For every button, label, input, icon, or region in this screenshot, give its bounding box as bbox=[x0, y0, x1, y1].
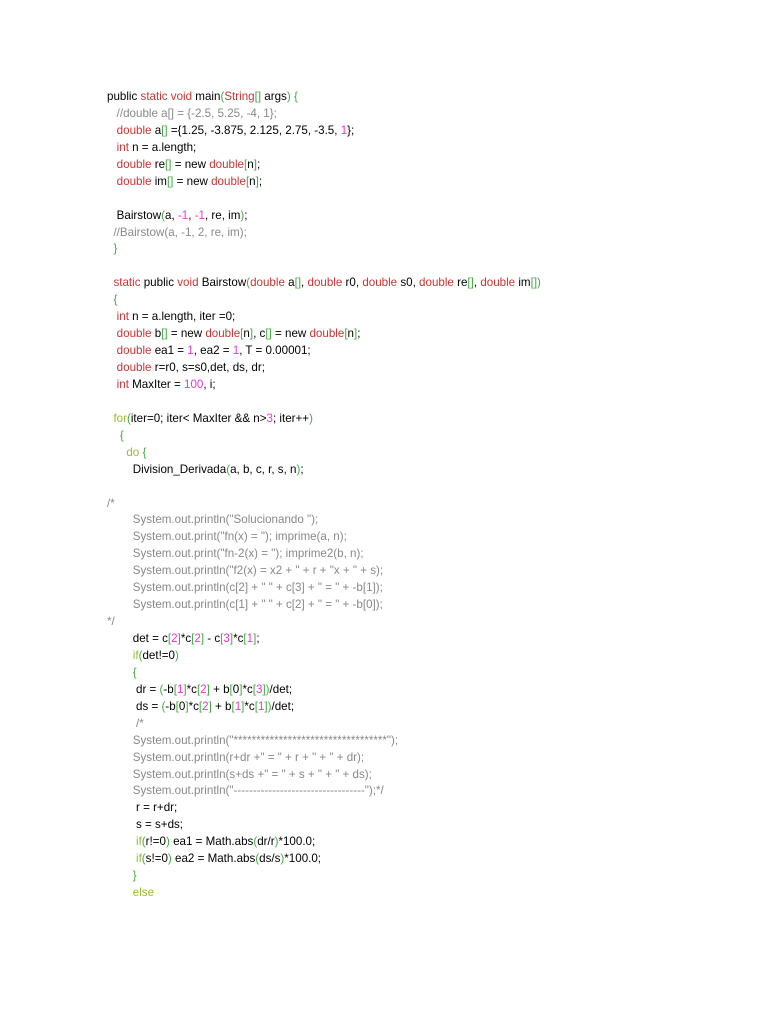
code-token: double bbox=[250, 276, 289, 290]
code-token: [] bbox=[161, 123, 168, 137]
code-token: det = c bbox=[107, 632, 168, 645]
code-token: if bbox=[107, 835, 142, 849]
code-token: ) bbox=[309, 411, 313, 425]
code-token: , ea2 = bbox=[193, 344, 233, 358]
code-line bbox=[107, 496, 541, 513]
code-token: , c bbox=[253, 327, 266, 341]
code-token: //double a[] = {-2.5, 5.25, -4, 1}; bbox=[107, 106, 277, 120]
code-token: } bbox=[107, 869, 137, 883]
code-token: 1 bbox=[234, 699, 242, 713]
code-token: } bbox=[107, 242, 118, 256]
code-token: -b bbox=[165, 699, 176, 713]
code-token: 1 bbox=[340, 123, 348, 137]
code-token: }; bbox=[347, 123, 355, 137]
code-token: s = s+ds; bbox=[107, 818, 184, 832]
code-token: a bbox=[288, 276, 295, 290]
code-token: re bbox=[154, 157, 166, 171]
code-token: double bbox=[480, 276, 519, 290]
code-token: double bbox=[116, 123, 155, 137]
code-token: im bbox=[154, 174, 167, 188]
code-token: *c bbox=[186, 682, 197, 696]
code-listing bbox=[107, 89, 541, 902]
code-token: *100.0; bbox=[284, 852, 322, 866]
code-line bbox=[107, 275, 541, 292]
code-token: Division_Derivada bbox=[107, 462, 227, 476]
code-token: r = r+dr; bbox=[107, 801, 178, 815]
code-token: int bbox=[116, 377, 129, 391]
code-token: *c bbox=[242, 682, 253, 696]
code-token: System.out.println("Solucionando "); bbox=[107, 513, 319, 527]
code-token: ] bbox=[200, 632, 205, 645]
code-token: [ bbox=[173, 682, 177, 696]
code-token: [] bbox=[165, 157, 172, 171]
code-token: else bbox=[107, 886, 155, 900]
code-token bbox=[107, 175, 117, 188]
code-token: 1 bbox=[246, 632, 254, 645]
code-token: main bbox=[195, 90, 221, 103]
code-token: */ bbox=[107, 615, 115, 629]
code-token: [ bbox=[198, 699, 203, 713]
code-token: n bbox=[347, 327, 354, 341]
code-token: double bbox=[205, 327, 241, 341]
code-token: n = a.length, iter =0; bbox=[128, 310, 236, 324]
code-token: , bbox=[301, 276, 308, 290]
code-token: /* bbox=[107, 496, 115, 510]
code-token: 1 bbox=[187, 344, 194, 358]
code-token bbox=[107, 124, 117, 137]
code-token bbox=[107, 158, 117, 171]
code-token: double bbox=[362, 276, 401, 290]
code-token: iter=0; iter< MaxIter && n> bbox=[130, 411, 267, 425]
code-token: 1 bbox=[176, 682, 184, 696]
code-token: [] bbox=[166, 174, 174, 188]
code-line bbox=[107, 682, 541, 699]
code-token: { bbox=[107, 428, 124, 442]
code-token: = new bbox=[271, 327, 310, 341]
code-token: ] bbox=[208, 699, 212, 713]
code-token: double bbox=[116, 157, 155, 171]
code-token: ] bbox=[249, 327, 254, 341]
code-token: ] bbox=[354, 327, 358, 341]
code-token: ] bbox=[185, 699, 189, 713]
code-token bbox=[107, 141, 117, 154]
code-token: = new bbox=[171, 157, 210, 171]
code-token: , i; bbox=[203, 377, 216, 391]
code-token: ea1 = bbox=[154, 344, 188, 358]
code-line bbox=[107, 716, 541, 733]
code-token: ; bbox=[300, 462, 304, 476]
code-token: [ bbox=[252, 682, 256, 696]
code-token: 3 bbox=[256, 682, 263, 696]
code-token: System.out.println(r+dr +" = " + r + " + " + dr); bbox=[107, 750, 365, 764]
code-token: = new bbox=[173, 174, 212, 188]
code-token: *c bbox=[188, 699, 199, 713]
code-token: [ bbox=[231, 699, 235, 713]
code-token: -b bbox=[163, 682, 174, 696]
code-token: [ bbox=[344, 327, 348, 341]
code-token: ; iter++ bbox=[272, 411, 310, 425]
code-token: ds/s bbox=[259, 852, 281, 866]
code-line bbox=[107, 631, 541, 648]
code-token: 1 bbox=[232, 344, 240, 358]
code-token: s!=0 bbox=[145, 852, 168, 866]
code-token: [] bbox=[161, 327, 168, 341]
code-token: ) bbox=[280, 852, 285, 866]
code-token: double bbox=[116, 361, 155, 374]
code-token: MaxIter = bbox=[128, 377, 185, 391]
code-token: ( bbox=[220, 90, 225, 103]
code-token: [ bbox=[220, 632, 224, 645]
code-line bbox=[107, 394, 541, 411]
code-token: ( bbox=[226, 462, 231, 476]
code-token: [] bbox=[254, 90, 262, 103]
code-token: []) bbox=[530, 276, 541, 290]
code-token: ] bbox=[241, 699, 245, 713]
code-token: im bbox=[518, 276, 531, 290]
code-token: if bbox=[107, 648, 139, 662]
code-line bbox=[107, 512, 541, 529]
code-token: [ bbox=[244, 157, 248, 171]
code-line bbox=[107, 733, 541, 750]
code-token: a bbox=[154, 123, 162, 137]
code-token: , T = 0.00001; bbox=[239, 344, 311, 358]
code-token: ; bbox=[357, 327, 361, 341]
code-line bbox=[107, 411, 541, 428]
code-line bbox=[107, 885, 541, 902]
code-token: 100 bbox=[184, 377, 204, 391]
code-token: + b bbox=[211, 699, 232, 713]
code-token: System.out.println(c[1] + " " + c[2] + " = " + -b[0]); bbox=[107, 598, 383, 612]
code-token: public bbox=[143, 276, 178, 290]
code-token: double bbox=[307, 276, 346, 290]
code-token: 1 bbox=[257, 699, 265, 713]
code-token: System.out.print("fn-2(x) = "); imprime2(b, n); bbox=[107, 547, 364, 561]
code-token: a, bbox=[165, 208, 178, 222]
code-line bbox=[107, 546, 541, 563]
code-token: r!=0 bbox=[145, 835, 166, 849]
code-token: = new bbox=[167, 327, 206, 341]
code-token: , bbox=[473, 276, 481, 290]
code-token: ( bbox=[253, 835, 258, 849]
code-token: System.out.print("fn(x) = "); imprime(a, n); bbox=[107, 530, 347, 544]
code-token: Bairstow bbox=[201, 276, 247, 290]
code-token: [ bbox=[229, 682, 233, 696]
code-token: dr = bbox=[107, 682, 160, 696]
code-token: ( bbox=[141, 835, 146, 849]
code-line bbox=[107, 665, 541, 682]
code-token: b bbox=[154, 327, 162, 341]
code-token: ( bbox=[161, 208, 165, 222]
code-line bbox=[107, 462, 541, 479]
code-token: ] bbox=[183, 682, 187, 696]
code-line bbox=[107, 89, 541, 106]
code-token: args bbox=[261, 90, 287, 103]
code-token: int bbox=[116, 140, 129, 154]
code-token bbox=[107, 327, 117, 340]
code-token: ) bbox=[240, 208, 245, 222]
code-token: ; bbox=[256, 632, 260, 645]
code-token bbox=[107, 361, 117, 374]
code-token: ) bbox=[286, 90, 291, 103]
code-line bbox=[107, 174, 541, 191]
code-token: ) bbox=[165, 835, 170, 849]
code-line bbox=[107, 377, 541, 394]
code-token: -1 bbox=[177, 208, 189, 222]
code-line bbox=[107, 817, 541, 834]
code-line bbox=[107, 360, 541, 377]
code-token: double bbox=[309, 327, 345, 341]
code-token: ( bbox=[255, 852, 260, 866]
code-line bbox=[107, 309, 541, 326]
code-token: dr/r bbox=[257, 835, 275, 849]
code-token: ) bbox=[175, 648, 179, 662]
code-token: r=r0, s=s0,det, ds, dr; bbox=[154, 361, 265, 374]
code-line bbox=[107, 445, 541, 462]
code-token: + b bbox=[209, 682, 230, 696]
code-token: [ bbox=[191, 632, 195, 645]
code-token: ; bbox=[256, 157, 261, 171]
code-line bbox=[107, 326, 541, 343]
code-token: System.out.println("**********************************"); bbox=[107, 733, 399, 747]
code-token: [] bbox=[294, 276, 302, 290]
code-token: ={1.25, -3.875, 2.125, 2.75, -3.5, bbox=[167, 123, 341, 137]
code-token: ds = bbox=[107, 699, 162, 713]
code-token: *c bbox=[180, 632, 192, 645]
code-token: - c bbox=[204, 632, 221, 645]
code-token: ; bbox=[258, 174, 263, 188]
code-token: [ bbox=[243, 632, 247, 645]
code-token: { bbox=[107, 293, 118, 307]
code-token: if bbox=[107, 852, 142, 866]
code-token: do bbox=[107, 445, 143, 459]
code-token: String bbox=[224, 90, 255, 103]
code-token: n bbox=[243, 327, 250, 341]
code-line bbox=[107, 106, 541, 123]
code-token: //Bairstow(a, -1, 2, re, im); bbox=[107, 225, 247, 239]
code-line bbox=[107, 258, 541, 275]
code-token: , bbox=[188, 208, 195, 222]
code-token: ] bbox=[177, 632, 181, 645]
code-token: [ bbox=[167, 632, 172, 645]
code-token: { bbox=[107, 665, 137, 679]
code-line bbox=[107, 191, 541, 208]
code-token: ] bbox=[255, 174, 259, 188]
code-token: static void bbox=[140, 90, 196, 103]
code-token: ( bbox=[141, 852, 146, 866]
code-token: r0, bbox=[345, 276, 363, 290]
code-line bbox=[107, 699, 541, 716]
code-token: 2 bbox=[171, 632, 178, 645]
code-token: System.out.println("f2(x) = x2 + " + r + "x + " + s); bbox=[107, 564, 384, 578]
code-token bbox=[107, 310, 117, 323]
code-line bbox=[107, 851, 541, 868]
code-token: re bbox=[457, 276, 468, 290]
code-token: { bbox=[293, 90, 298, 103]
code-token: *c bbox=[244, 699, 255, 713]
code-line bbox=[107, 123, 541, 140]
code-line bbox=[107, 648, 541, 665]
code-token: n bbox=[247, 157, 254, 171]
code-line bbox=[107, 767, 541, 784]
code-token: double bbox=[211, 174, 246, 188]
code-token: ] bbox=[253, 157, 257, 171]
code-token: det!=0 bbox=[142, 648, 176, 662]
code-token: ] bbox=[206, 682, 210, 696]
code-line bbox=[107, 140, 541, 157]
code-token: /det; bbox=[269, 682, 293, 696]
code-token: ) bbox=[274, 835, 279, 849]
code-token: ] bbox=[229, 632, 234, 645]
code-line bbox=[107, 225, 541, 242]
code-token bbox=[107, 378, 117, 391]
code-token: ) bbox=[296, 462, 301, 476]
code-token: double bbox=[419, 276, 458, 290]
code-token: System.out.println("----------------------------------");*/ bbox=[107, 784, 384, 798]
code-token: 2 bbox=[202, 699, 209, 713]
code-token: ( bbox=[161, 699, 166, 713]
code-token: ; bbox=[244, 208, 248, 222]
code-line bbox=[107, 783, 541, 800]
code-token: [] bbox=[265, 327, 272, 341]
code-token: [ bbox=[254, 699, 258, 713]
code-token: s0, bbox=[400, 276, 420, 290]
code-token: /* bbox=[107, 716, 144, 730]
code-line bbox=[107, 428, 541, 445]
code-token: *c bbox=[233, 632, 244, 645]
code-token: static bbox=[107, 276, 144, 290]
code-token: System.out.println(c[2] + " " + c[3] + " = " + -b[1]); bbox=[107, 581, 383, 595]
code-line bbox=[107, 208, 541, 225]
code-token: /det; bbox=[271, 699, 295, 713]
code-token: ea1 = Math.abs bbox=[169, 835, 254, 849]
code-token: 3 bbox=[223, 632, 230, 645]
code-line bbox=[107, 597, 541, 614]
code-line bbox=[107, 868, 541, 885]
code-token: public bbox=[107, 90, 141, 103]
code-token: ]) bbox=[264, 699, 272, 713]
code-token: for bbox=[107, 411, 127, 425]
code-token: double bbox=[116, 344, 155, 358]
code-line bbox=[107, 800, 541, 817]
code-token: [ bbox=[175, 699, 179, 713]
code-token: [ bbox=[196, 682, 201, 696]
code-token: n bbox=[249, 174, 256, 188]
code-token: ( bbox=[246, 276, 251, 290]
code-token bbox=[107, 344, 117, 357]
code-token: Bairstow bbox=[107, 208, 162, 222]
code-line bbox=[107, 157, 541, 174]
code-token: { bbox=[142, 445, 147, 459]
code-line bbox=[107, 614, 541, 631]
code-token: void bbox=[177, 276, 202, 290]
code-token: , re, im bbox=[204, 208, 241, 222]
code-token: ( bbox=[138, 648, 143, 662]
code-line bbox=[107, 563, 541, 580]
code-token: -1 bbox=[194, 208, 205, 222]
code-token: [ bbox=[240, 327, 244, 341]
code-line bbox=[107, 834, 541, 851]
code-line bbox=[107, 750, 541, 767]
code-token: [] bbox=[467, 276, 474, 290]
code-token: System.out.println(s+ds +" = " + s + " + " + ds); bbox=[107, 767, 372, 781]
code-line bbox=[107, 580, 541, 597]
code-line bbox=[107, 292, 541, 309]
code-token: ( bbox=[159, 682, 164, 696]
code-token: 3 bbox=[266, 411, 273, 425]
code-token: ( bbox=[126, 411, 131, 425]
code-token: double bbox=[116, 327, 155, 341]
code-line bbox=[107, 529, 541, 546]
code-token: int bbox=[116, 310, 129, 324]
code-token: a, b, c, r, s, n bbox=[230, 462, 297, 476]
code-token: 0 bbox=[178, 699, 186, 713]
code-token: 2 bbox=[194, 632, 201, 645]
code-token: ] bbox=[239, 682, 243, 696]
code-token: ea2 = Math.abs bbox=[171, 852, 256, 866]
code-token: double bbox=[209, 157, 245, 171]
code-token: 0 bbox=[232, 682, 240, 696]
code-token: [ bbox=[245, 174, 250, 188]
code-token: *100.0; bbox=[278, 835, 316, 849]
code-token: 2 bbox=[200, 682, 207, 696]
code-token: n = a.length; bbox=[128, 140, 197, 154]
code-token: ] bbox=[253, 632, 257, 645]
code-token: double bbox=[116, 174, 155, 188]
code-line bbox=[107, 479, 541, 496]
code-line bbox=[107, 241, 541, 258]
code-token: ) bbox=[167, 852, 172, 866]
code-line bbox=[107, 343, 541, 360]
code-token: ]) bbox=[262, 682, 270, 696]
